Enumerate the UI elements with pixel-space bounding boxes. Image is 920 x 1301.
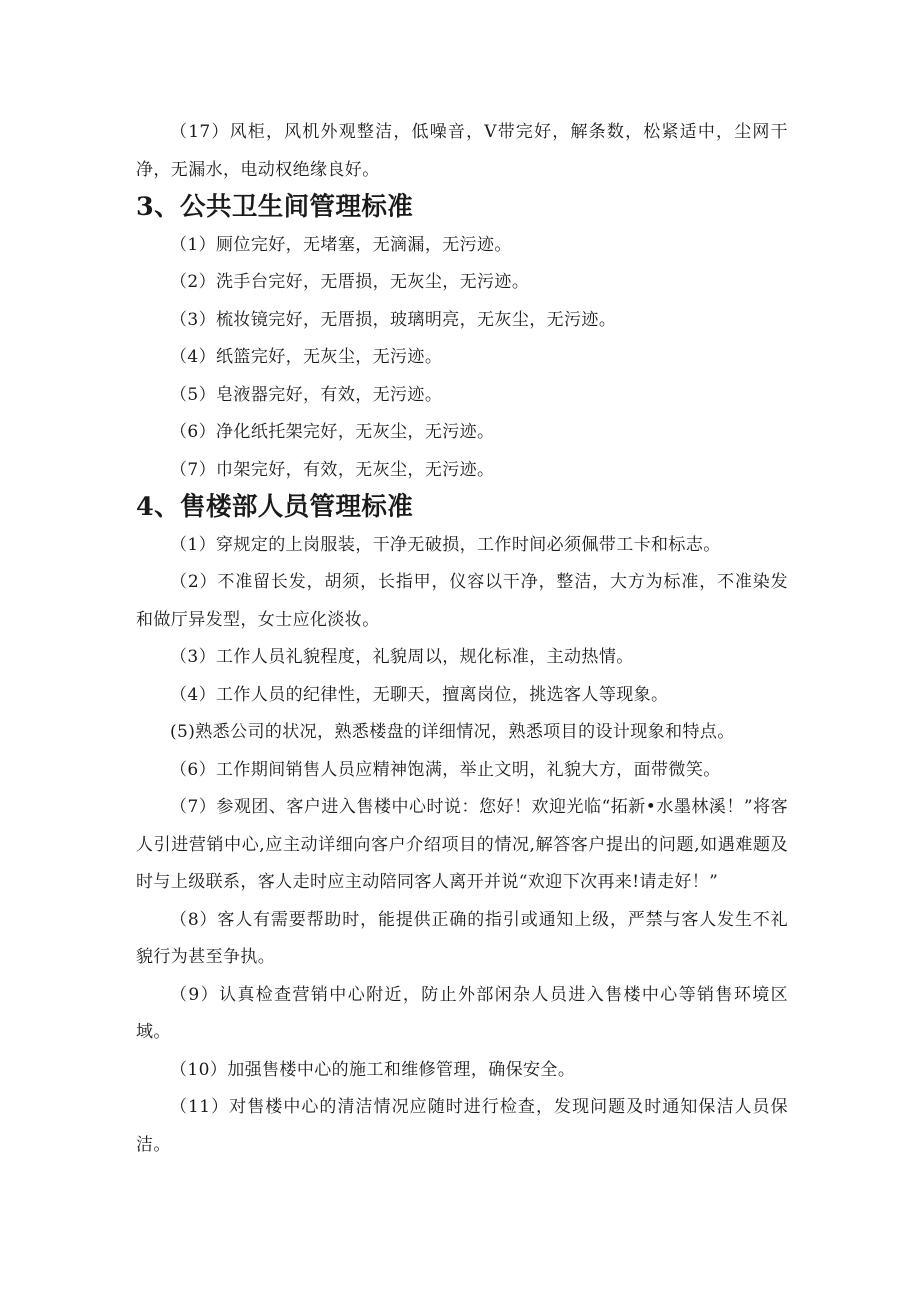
paragraph-staff-5-knowledge: (5)熟悉公司的状况，熟悉楼盘的详细情况，熟悉项目的设计现象和特点。 [170, 722, 735, 742]
paragraph-item-1-toilet: （1）厕位完好，无堵塞，无滴漏，无污迹。 [170, 234, 512, 255]
paragraph-item-6-tissue-holder: （6）净化纸托架完好，无灰尘，无污迹。 [170, 422, 495, 442]
paragraph-staff-1-uniform: （1）穿规定的上岗服装，干净无破损，工作时间必须佩带工卡和标志。 [170, 534, 721, 555]
paragraph-staff-6-spirit: （6）工作期间销售人员应精神饱满，举止文明，礼貌大方，面带微笑。 [170, 759, 721, 780]
paragraph-item-17-fan-cabinet: （17）风柜，风机外观整洁，低噪音，V带完好，解条数，松紧适中，尘网干净，无漏水，电动权绝缘良好。 [136, 122, 788, 180]
paragraph-staff-3-courtesy: （3）工作人员礼貌程度，礼貌周以，规化标准，主动热情。 [170, 647, 634, 667]
paragraph-item-3-mirror: （3）梳妆镜完好，无厝损，玻璃明亮，无灰尘，无污迹。 [170, 309, 617, 330]
section-heading-restroom-standards: 3、公共卫生间管理标准 [136, 192, 414, 222]
paragraph-staff-2-appearance: （2）不准留长发，胡须，长指甲，仪容以干净，整洁，大方为标准，不准染发和做厅异发型，女士应化淡妆。 [136, 572, 788, 630]
paragraph-staff-11-cleaning: （11）对售楼中心的清洁情况应随时进行检查，发现问题及时通知保洁人员保洁。 [136, 1097, 788, 1155]
paragraph-staff-4-discipline: （4）工作人员的纪律性，无聊天，擅离岗位，挑选客人等现象。 [170, 684, 669, 705]
paragraph-staff-10-construction: （10）加强售楼中心的施工和维修管理，确保安全。 [170, 1059, 576, 1080]
paragraph-staff-7-reception: （7）参观团、客户进入售楼中心时说：您好！欢迎光临“拓新•水墨林溪！”将客人引进营销中心,应主动详细向客户介绍项目的情况,解答客户提出的问题,如遇难题及时与上级联系，客人走时应主动陪同客人离开并说“欢迎下次再来!请走好！” [136, 797, 788, 892]
paragraph-staff-8-assistance: （8）客人有需要帮助时，能提供正确的指引或通知上级，严禁与客人发生不礼貌行为甚至争执。 [136, 909, 788, 967]
paragraph-staff-9-inspection: （9）认真检查营销中心附近，防止外部闲杂人员进入售楼中心等销售环境区域。 [136, 984, 788, 1042]
paragraph-item-2-washbasin: （2）洗手台完好，无厝损，无灰尘，无污迹。 [170, 272, 530, 292]
section-heading-sales-staff-standards: 4、售楼部人员管理标准 [136, 492, 414, 522]
paragraph-item-5-soap-dispenser: （5）皂液器完好，有效，无污迹。 [170, 384, 443, 405]
paragraph-item-7-towel-rack: （7）巾架完好，有效，无灰尘，无污迹。 [170, 459, 495, 480]
paragraph-item-4-paper-basket: （4）纸篮完好，无灰尘，无污迹。 [170, 347, 443, 367]
